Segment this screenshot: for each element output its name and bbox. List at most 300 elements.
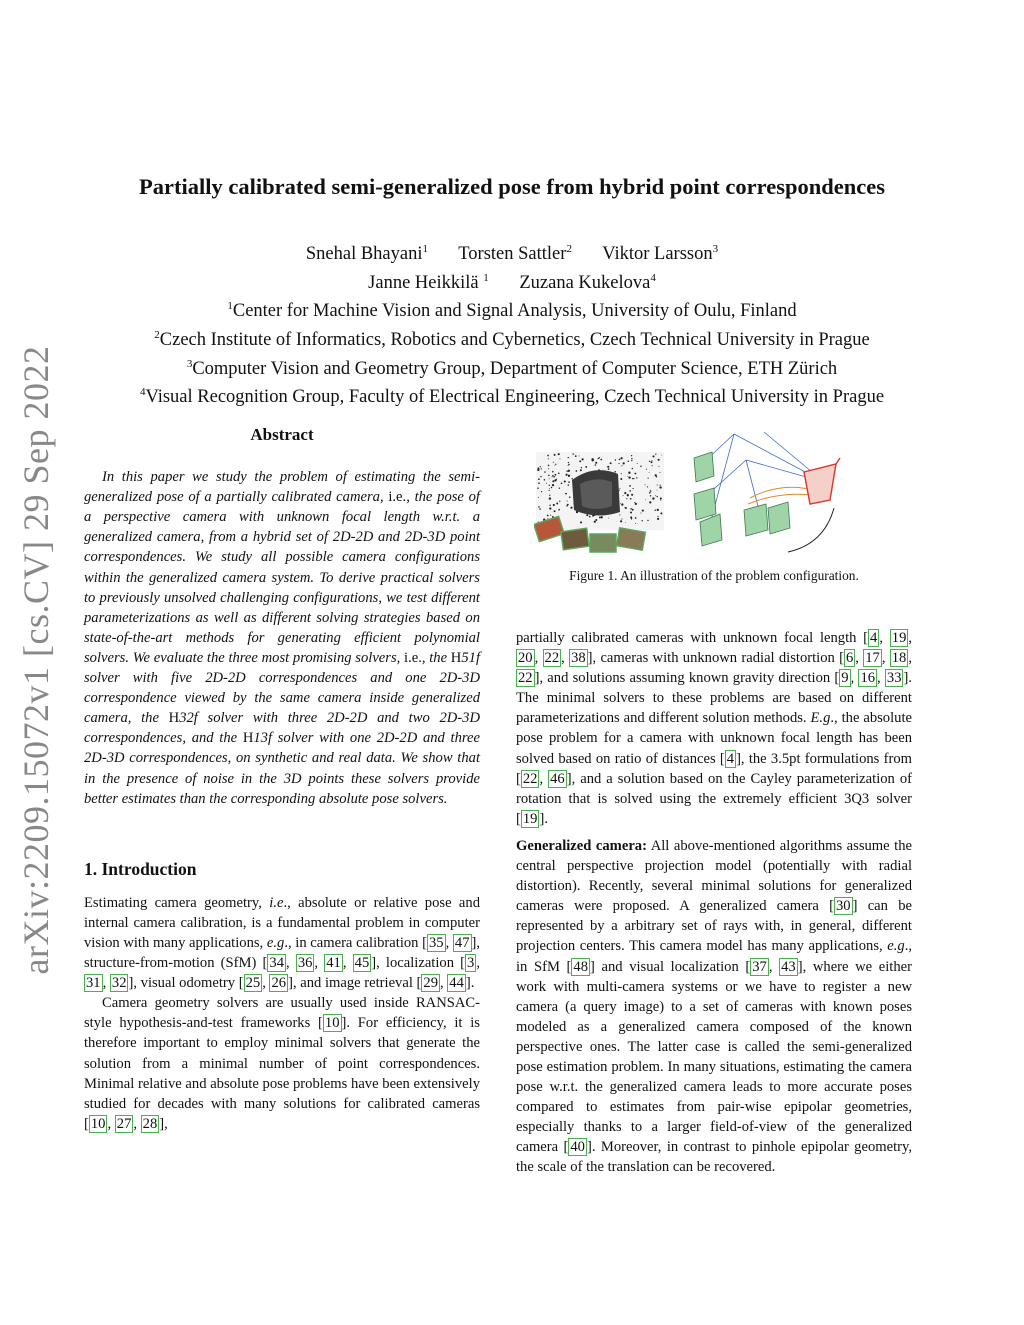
- point-cloud-dot: [558, 473, 560, 475]
- point-cloud-dot: [658, 459, 660, 461]
- citation-link[interactable]: 22: [544, 650, 560, 667]
- point-cloud-dot: [556, 479, 557, 480]
- citation-link[interactable]: 18: [891, 650, 907, 667]
- figure-caption: Figure 1. An illustration of the problem configuration.: [569, 568, 859, 583]
- paragraph-body: [516, 838, 912, 1176]
- affiliation: [0, 295, 1024, 324]
- point-cloud-dot: [568, 462, 569, 463]
- point-cloud-dot: [580, 469, 582, 471]
- point-cloud-dot: [615, 459, 616, 460]
- citation-link[interactable]: 33: [886, 670, 902, 687]
- citation-link[interactable]: 20: [518, 650, 533, 667]
- point-cloud-dot: [548, 475, 550, 477]
- point-cloud-dot: [561, 482, 563, 484]
- citation-link[interactable]: 10: [324, 1015, 340, 1032]
- text-run: ,: [476, 955, 480, 972]
- point-cloud-dot: [649, 501, 651, 503]
- point-cloud-dot: [657, 516, 658, 517]
- point-cloud-dot: [634, 473, 636, 475]
- point-cloud-dot: [637, 463, 638, 464]
- citation-link[interactable]: 4: [726, 750, 735, 767]
- point-cloud-dot: [558, 509, 560, 511]
- text-run: i.e.: [404, 649, 422, 666]
- point-cloud-dot: [553, 476, 555, 478]
- text-run: partially calibrated cameras with unknown focal length [: [516, 630, 869, 646]
- point-cloud-dot: [620, 457, 622, 459]
- citation-link[interactable]: 41: [326, 955, 341, 972]
- point-cloud-dot: [647, 486, 648, 487]
- text-run: ,: [908, 650, 912, 667]
- text-run: ,: [908, 630, 913, 646]
- point-cloud-dot: [623, 495, 624, 496]
- point-cloud-dot: [642, 510, 644, 512]
- citation-link[interactable]: 19: [522, 810, 538, 827]
- citation-link[interactable]: 34: [269, 955, 284, 972]
- point-cloud-dot: [630, 512, 632, 514]
- point-cloud-dot: [552, 484, 554, 486]
- point-cloud-dot: [567, 500, 568, 501]
- point-cloud-dot: [568, 464, 570, 466]
- text-run: ], and a solution based on the Cayley parameterization of rotation that is solved using the extremely efficient 3Q3 solver [: [516, 770, 912, 827]
- point-cloud-dot: [569, 497, 570, 498]
- point-cloud-dot: [655, 474, 657, 476]
- text-run: ,: [107, 1115, 115, 1132]
- citation-link[interactable]: 28: [142, 1115, 158, 1132]
- point-cloud-dot: [600, 459, 602, 461]
- author-aff: 2: [566, 243, 572, 255]
- text-run: H: [450, 649, 462, 666]
- point-cloud-dot: [630, 498, 632, 500]
- point-cloud-dot: [549, 485, 550, 486]
- citation-link[interactable]: 43: [781, 958, 796, 975]
- text-run: e.g: [266, 934, 285, 951]
- point-cloud-dot: [559, 458, 560, 459]
- point-cloud-dot: [570, 507, 572, 509]
- point-cloud-dot: [541, 491, 542, 492]
- text-run: ., the absolute pose problem for a camera with unknown focal length has been solved based on ratio of distances [: [516, 710, 912, 767]
- citation-link[interactable]: 19: [891, 630, 907, 646]
- point-cloud-dot: [548, 465, 550, 467]
- text-run: 13f solver with one 2D-2D and three 2D-3D correspondences, on synthetic and real data. We show that in the presence of noise in the 3D points these solvers provide better estimates than the corresponding absolute pose solvers.: [84, 730, 480, 807]
- text-run: ], where we either work with multi-camera systems or we have to register a new camera (a query image) to a set of cameras with known poses modeled as a generalized camera composed of the known perspective ones. The latter case is called the semi-generalized pose estimation problem. In many situations, estimating the camera pose w.r.t. the generalized camera leads to more accurate poses compared to estimates from pair-wise epipolar geometries, especially thanks to a larger field-of-view of the generalized camera [: [516, 958, 912, 1156]
- point-cloud-dot: [645, 499, 646, 500]
- point-cloud-image: [534, 452, 664, 552]
- text-run: ,: [133, 1115, 141, 1132]
- point-cloud-dot: [621, 519, 622, 520]
- point-cloud-dot: [549, 488, 550, 489]
- point-cloud-dot: [553, 462, 554, 463]
- paragraph-heading: Generalized camera:: [516, 837, 647, 854]
- point-cloud-dot: [659, 486, 661, 488]
- point-cloud-dot: [620, 520, 622, 522]
- point-cloud-dot: [581, 467, 582, 468]
- point-cloud-dot: [645, 484, 646, 485]
- intro-paragraph-1: [84, 893, 480, 993]
- aff-text: Center for Machine Vision and Signal Analysis, University of Oulu, Finland: [232, 301, 797, 322]
- point-cloud-dot: [547, 515, 549, 517]
- point-cloud-dot: [618, 463, 619, 464]
- text-run: ,: [539, 770, 549, 787]
- point-cloud-dot: [657, 490, 658, 491]
- point-cloud-dot: [537, 469, 539, 471]
- point-cloud-dot: [547, 455, 549, 457]
- point-cloud-dot: [632, 468, 633, 469]
- point-cloud-dot: [538, 478, 540, 480]
- point-cloud-dot: [652, 465, 653, 466]
- point-cloud-dot: [635, 517, 637, 519]
- point-cloud-dot: [540, 476, 541, 477]
- point-cloud-dot: [614, 471, 616, 473]
- citation-link[interactable]: 3: [467, 955, 475, 972]
- text-run: ]. Moreover, in contrast to pinhole epipolar geometry, the scale of the translation can be recovered.: [516, 1139, 912, 1176]
- point-cloud-dot: [649, 461, 650, 462]
- author-name: Snehal Bhayani: [305, 244, 423, 265]
- point-cloud-dot: [580, 521, 582, 523]
- point-cloud-dot: [552, 480, 554, 482]
- point-cloud-dot: [595, 464, 597, 466]
- point-cloud-dot: [565, 493, 567, 495]
- point-cloud-dot: [555, 464, 556, 465]
- text-run: ], structure-from-motion (SfM) [: [84, 934, 481, 972]
- text-run: ], visual odometry [: [128, 975, 244, 992]
- point-cloud-dot: [630, 508, 632, 510]
- section-heading-introduction: 1. Introduction: [84, 858, 197, 879]
- point-cloud-dot: [595, 462, 597, 464]
- point-cloud-dot: [554, 510, 556, 512]
- citation-link[interactable]: 45: [354, 955, 370, 972]
- point-cloud-dot: [631, 460, 632, 461]
- point-cloud-dot: [595, 519, 597, 521]
- point-cloud-dot: [546, 483, 547, 484]
- arxiv-sidebar: [8, 345, 64, 975]
- point-cloud-dot: [537, 487, 539, 489]
- point-cloud-dot: [601, 516, 603, 518]
- affiliation: [0, 381, 1024, 410]
- author-name: Torsten Sattler: [458, 244, 567, 265]
- aff-num: 1: [227, 300, 233, 313]
- abstract-text: [84, 467, 480, 809]
- aff-text: Czech Institute of Informatics, Robotics and Cybernetics, Czech Technical University in Prague: [159, 330, 870, 351]
- point-cloud-dot: [657, 509, 659, 511]
- text-run: Estimating camera geometry,: [84, 894, 270, 911]
- citation-link[interactable]: 25: [245, 975, 261, 992]
- text-run: e.g: [887, 938, 905, 955]
- point-cloud-dot: [552, 471, 554, 473]
- author-name: Zuzana Kukelova: [519, 272, 651, 293]
- citation-link[interactable]: 35: [429, 934, 444, 951]
- text-run: ,: [445, 934, 453, 951]
- point-cloud-dot: [631, 458, 632, 459]
- point-cloud-dot: [554, 474, 556, 476]
- point-cloud-dot: [660, 472, 661, 473]
- text-run: ,: [561, 650, 570, 667]
- left-column: [84, 425, 480, 1134]
- point-cloud-dot: [554, 454, 556, 456]
- point-cloud-dot: [635, 503, 637, 505]
- point-cloud-dot: [631, 494, 633, 496]
- point-cloud-dot: [597, 458, 598, 459]
- point-cloud-dot: [550, 515, 551, 516]
- point-cloud-dot: [655, 453, 656, 454]
- point-cloud-dot: [629, 490, 631, 492]
- point-cloud-dot: [660, 512, 662, 514]
- point-cloud-dot: [572, 453, 574, 455]
- aff-text: Visual Recognition Group, Faculty of Electrical Engineering, Czech Technical University in Prague: [145, 387, 885, 408]
- text-run: i.e.: [388, 489, 407, 506]
- text-run: ]. The minimal solvers to these problems are based on different parameterizations and different solution methods.: [516, 670, 912, 727]
- point-cloud-dot: [620, 478, 622, 480]
- aff-num: 3: [186, 357, 193, 370]
- text-run: ].: [465, 975, 475, 992]
- point-cloud-dot: [549, 478, 550, 479]
- citation-link[interactable]: 22: [522, 770, 538, 787]
- author-aff: 4: [650, 271, 656, 284]
- point-cloud-dot: [655, 509, 656, 510]
- text-run: ], cameras with unknown radial distortion [: [587, 650, 844, 667]
- text-run: ], the 3.5pt formulations from [: [516, 750, 912, 787]
- citation-link[interactable]: 29: [423, 975, 438, 992]
- point-cloud-dot: [652, 497, 654, 499]
- point-cloud-dot: [648, 478, 649, 479]
- citation-link[interactable]: 9: [841, 670, 849, 687]
- point-cloud-dot: [540, 466, 541, 467]
- citation-link[interactable]: 47: [454, 934, 470, 951]
- citation-link[interactable]: 31: [86, 975, 101, 992]
- point-cloud-dot: [541, 468, 542, 469]
- text-run: ], and image retrieval [: [288, 975, 422, 992]
- point-cloud-dot: [650, 491, 651, 492]
- point-cloud-dot: [629, 485, 631, 487]
- point-cloud-dot: [647, 520, 648, 521]
- point-cloud-dot: [660, 500, 661, 501]
- point-cloud-dot: [624, 492, 626, 494]
- text-run: ,: [262, 975, 270, 992]
- point-cloud-dot: [627, 494, 629, 496]
- point-cloud-dot: [552, 475, 553, 476]
- citation-link[interactable]: 16: [860, 670, 876, 687]
- aff-text: Computer Vision and Geometry Group, Department of Computer Science, ETH Zürich: [192, 358, 838, 379]
- text-run: H: [242, 730, 254, 747]
- text-run: , the: [421, 649, 451, 666]
- point-cloud-dot: [544, 479, 546, 481]
- point-cloud-dot: [621, 465, 622, 466]
- point-cloud-dot: [549, 497, 551, 499]
- point-cloud-dot: [575, 470, 577, 472]
- point-cloud-dot: [620, 488, 621, 489]
- point-cloud-dot: [538, 482, 540, 484]
- point-cloud-dot: [567, 504, 569, 506]
- author-line-2: [0, 267, 1024, 296]
- point-cloud-dot: [628, 476, 630, 478]
- point-cloud-dot: [585, 466, 587, 468]
- point-cloud-dot: [651, 460, 652, 461]
- point-cloud-dot: [640, 512, 641, 513]
- point-cloud-dot: [621, 503, 623, 505]
- point-cloud-dot: [558, 453, 560, 455]
- citation-link[interactable]: 38: [571, 650, 586, 667]
- point-cloud-dot: [625, 522, 626, 523]
- point-cloud-dot: [568, 481, 570, 483]
- point-cloud-dot: [568, 475, 570, 477]
- problem-diagram: [694, 432, 840, 552]
- point-cloud-dot: [646, 469, 647, 470]
- point-cloud-dot: [625, 507, 627, 509]
- text-run: ], localization [: [371, 955, 466, 972]
- point-cloud-dot: [640, 466, 641, 467]
- point-cloud-dot: [582, 458, 584, 460]
- point-cloud-dot: [608, 468, 610, 470]
- point-cloud-dot: [579, 460, 581, 462]
- point-cloud-dot: [628, 472, 630, 474]
- point-cloud-dot: [633, 488, 634, 489]
- citation-link[interactable]: 46: [550, 770, 565, 787]
- text-run: ] can be represented by a arbitrary set of rays with, in general, different projection centers. This camera model has many applications,: [516, 898, 912, 955]
- generalized-camera-paragraph: [516, 836, 912, 1178]
- point-cloud-dot: [619, 514, 620, 515]
- point-cloud-dot: [579, 455, 580, 456]
- text-run: ,: [881, 650, 890, 667]
- text-run: ,: [768, 958, 780, 975]
- point-cloud-dot: [658, 466, 659, 467]
- text-run: ],: [159, 1115, 168, 1132]
- point-cloud-dot: [636, 477, 637, 478]
- point-cloud-dot: [575, 455, 577, 457]
- right-column: [516, 628, 912, 1178]
- text-run: i.e: [269, 894, 284, 911]
- point-cloud-dot: [538, 497, 539, 498]
- author-name: Viktor Larsson: [602, 244, 713, 265]
- aff-num: 2: [154, 328, 160, 341]
- citation-link[interactable]: 32: [111, 975, 127, 992]
- citation-link[interactable]: 10: [90, 1115, 106, 1132]
- point-cloud-dot: [649, 492, 651, 494]
- point-cloud-dot: [623, 462, 625, 464]
- point-cloud-dot: [572, 478, 573, 479]
- citation-link[interactable]: 40: [570, 1139, 585, 1156]
- point-cloud-dot: [660, 485, 661, 486]
- text-run: ,: [439, 975, 448, 992]
- author-aff: 1: [422, 243, 428, 255]
- point-cloud-dot: [621, 473, 622, 474]
- point-cloud-dot: [549, 490, 550, 491]
- citation-link[interactable]: 44: [449, 975, 464, 992]
- point-cloud-dot: [657, 496, 658, 497]
- point-cloud-dot: [607, 466, 609, 468]
- text-run: ,: [534, 650, 543, 667]
- point-cloud-dot: [649, 472, 650, 473]
- citation-link[interactable]: 27: [116, 1115, 132, 1132]
- text-run: In this paper we study the problem of estimating the semi-generalized pose of a partially calibrated camera,: [84, 469, 480, 506]
- citation-link[interactable]: 26: [271, 975, 287, 992]
- point-cloud-dot: [559, 501, 560, 502]
- point-cloud-dot: [635, 523, 636, 524]
- point-cloud-dot: [651, 461, 653, 463]
- point-cloud-dot: [586, 514, 588, 516]
- point-cloud-dot: [641, 520, 642, 521]
- point-cloud-dot: [620, 503, 621, 504]
- point-cloud-dot: [660, 497, 662, 499]
- text-run: ], and solutions assuming known gravity direction [: [534, 670, 840, 687]
- text-run: ,: [877, 670, 885, 687]
- point-cloud-dot: [634, 502, 635, 503]
- citation-link[interactable]: 22: [518, 670, 533, 687]
- citation-link[interactable]: 30: [836, 898, 851, 915]
- point-cloud-dot: [566, 471, 567, 472]
- text-run: H: [168, 710, 180, 727]
- point-cloud-dot: [657, 484, 658, 485]
- point-cloud-dot: [565, 481, 566, 482]
- right-paragraph-1: [516, 628, 912, 829]
- point-cloud-dot: [544, 471, 546, 473]
- text-run: 51f solver with five 2D-2D correspondences and one 2D-3D correspondence viewed by the same camera inside generalized camera, the: [84, 649, 480, 727]
- text-run: ,: [342, 955, 353, 972]
- figure-1-illustration: [534, 424, 904, 562]
- text-run: ,: [285, 955, 296, 972]
- point-cloud-dot: [568, 465, 569, 466]
- text-run: , the pose of a perspective camera with unknown focal length w.r.t. a generalized camera, from a hybrid set of 2D-2D and 2D-3D point correspondences. We study all possible camera configurations within the generalized camera system. To derive practical solvers to previously unsolved challenging configurations, we test different parameterizations as well as different solving strategies based on state-of-the-art methods for generating efficient polynomial solvers. We evaluate the three most promising solvers,: [84, 489, 480, 666]
- point-cloud-dot: [627, 476, 628, 477]
- point-cloud-dot: [610, 462, 612, 464]
- citation-link[interactable]: 6: [845, 650, 854, 667]
- intro-paragraph-2: [84, 993, 480, 1134]
- point-cloud-dot: [559, 487, 560, 488]
- point-cloud-dot: [556, 503, 558, 505]
- point-cloud-dot: [567, 484, 569, 486]
- point-cloud-dot: [552, 477, 553, 478]
- citation-link[interactable]: 48: [573, 958, 589, 975]
- author-line-1: [0, 238, 1024, 267]
- text-run: ,: [850, 670, 859, 687]
- text-run: ., absolute or relative pose and internal camera calibration, is a fundamental problem in computer vision with many applications,: [84, 894, 480, 951]
- arxiv-id: arXiv:2209.15072v1 [cs.CV] 29 Sep 2022: [16, 345, 56, 975]
- point-cloud-dot: [661, 455, 662, 456]
- citation-link[interactable]: 37: [752, 958, 767, 975]
- citation-link[interactable]: 4: [870, 630, 878, 646]
- text-run: ,: [855, 650, 864, 667]
- point-cloud-dot: [549, 507, 551, 509]
- text-run: ., in camera calibration [: [284, 934, 427, 951]
- text-run: Camera geometry solvers are usually used inside RANSAC-style hypothesis-and-test frameworks [: [84, 995, 480, 1032]
- author-aff: 3: [712, 243, 719, 255]
- text-run: ,: [879, 630, 890, 646]
- text-run: ., in SfM [: [516, 938, 912, 975]
- text-run: E.g: [810, 710, 831, 727]
- citation-link[interactable]: 17: [865, 650, 880, 667]
- point-cloud-dot: [632, 478, 633, 479]
- text-run: ] and visual localization [: [590, 958, 751, 975]
- point-cloud-dot: [628, 460, 630, 462]
- point-cloud-dot: [632, 509, 634, 511]
- paper-title: Partially calibrated semi-generalized pose from hybrid point correspondences: [139, 174, 885, 199]
- point-cloud-dot: [538, 506, 540, 508]
- point-cloud-dot: [630, 516, 632, 518]
- author-block: [0, 238, 1024, 410]
- point-cloud-dot: [650, 495, 651, 496]
- point-cloud-dot: [631, 455, 632, 456]
- author-name: Janne Heikkilä: [368, 272, 484, 293]
- point-cloud-dot: [539, 509, 540, 510]
- citation-link[interactable]: 36: [297, 955, 313, 972]
- point-cloud-dot: [589, 516, 591, 518]
- point-cloud-dot: [549, 495, 550, 496]
- text-run: ]. For efficiency, it is therefore important to employ minimal solvers that generate the solution from a minimal number of point correspondences. Minimal relative and absolute pose problems have been extensively studied for decades with many solutions for calibrated cameras [: [84, 1015, 480, 1132]
- aff-num: 4: [139, 386, 146, 399]
- point-cloud-dot: [594, 521, 596, 523]
- point-cloud-dot: [652, 455, 654, 457]
- affiliation: [0, 324, 1024, 353]
- point-cloud-dot: [553, 504, 555, 506]
- point-cloud-dot: [568, 470, 570, 472]
